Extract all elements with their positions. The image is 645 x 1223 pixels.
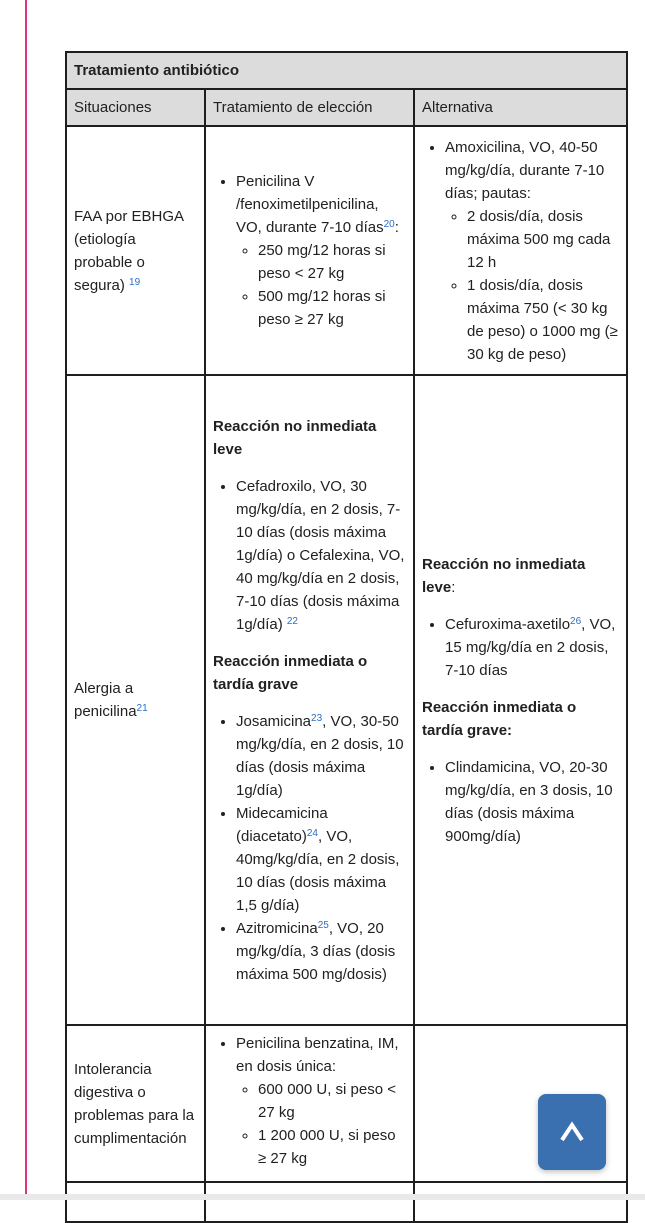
accent-bar	[25, 0, 27, 1200]
table-row	[66, 375, 627, 1025]
list-item: • Midecamicina (diacetato)$^{24}$, VO, 40mg/kg/día, en 2 dosis, 10 días (dosis máxima 1,5 g/día)	[236, 802, 407, 917]
list-item: • Azitromicina$^{25}$, VO, 20 mg/kg/día, 3 días (dosis máxima 500 mg/dosis)	[236, 917, 407, 986]
reference-link[interactable]: 20	[383, 219, 395, 230]
reference-link[interactable]: 19	[129, 276, 141, 288]
reference-link[interactable]: 23	[311, 712, 323, 724]
treatment-list	[213, 170, 407, 331]
antibiotic-treatment-table	[65, 51, 628, 1223]
subheading-mild-reaction: Reacción no inmediata leve	[213, 417, 377, 458]
list-item: • Amoxicilina, VO, 40-50 mg/kg/día, durante 7-10 días; pautas: ◦ 2 dosis/día, dosis máxima 500 mg cada 12 h ◦ 1 dosis/día, dosis máxima 750 (< 30 kg de peso) o 1000 mg (≥ 30 kg de peso)	[445, 136, 620, 366]
list-item: • Josamicina$^{23}$, VO, 30-50 mg/kg/día, en 2 dosis, 10 días (dosis máxima 1g/día)	[236, 710, 407, 802]
chevron-up-icon	[559, 1121, 585, 1143]
situation-cell	[66, 126, 205, 375]
first-line-cell	[205, 1182, 414, 1222]
reference-link[interactable]: 22	[286, 615, 298, 627]
list-item: • Penicilina V /fenoximetilpenicilina, VO, durante 7-10 días$^{20}$: ◦ 250 mg/12 horas si peso < 27 kg ◦ 500 mg/12 horas si peso ≥ 27 kg	[236, 170, 407, 331]
table-header-row	[66, 89, 627, 126]
treatment-list	[422, 756, 620, 848]
first-line-cell	[205, 1025, 414, 1182]
alternative-cell	[414, 375, 627, 1025]
list-item: • Cefuroxima-axetilo$^{26}$, VO, 15 mg/kg/día en 2 dosis, 7-10 días	[445, 613, 620, 682]
reference-link[interactable]: 26	[570, 615, 582, 627]
treatment-list	[422, 613, 620, 682]
header-first-line: Tratamiento de elección	[205, 89, 414, 126]
subheading-mild-reaction: Reacción no inmediata leve:	[422, 555, 586, 596]
list-item: • Cefadroxilo, VO, 30 mg/kg/día, en 2 dosis, 7-10 días (dosis máxima 1g/día) o Cefalexina, VO, 40 mg/kg/día en 2 dosis, 7-10 días (dosis máxima 1g/día) $^{22}$	[236, 475, 407, 636]
list-item: • Clindamicina, VO, 20-30 mg/kg/día, en 3 dosis, 10 días (dosis máxima 900mg/día)	[445, 756, 620, 848]
treatment-list	[213, 1032, 407, 1170]
scroll-to-top-button[interactable]	[538, 1094, 606, 1170]
dosage-sublist	[236, 239, 407, 331]
table-title: Tratamiento antibiótico	[66, 52, 627, 89]
situation-cell	[66, 375, 205, 1025]
reference-link[interactable]: 21	[136, 703, 148, 714]
list-item: • Penicilina benzatina, IM, en dosis única: ◦ 600 000 U, si peso < 27 kg ◦ 1 200 000 U, si peso ≥ 27 kg	[236, 1032, 407, 1170]
situation-cell	[66, 1182, 205, 1222]
dosage-sublist	[445, 205, 620, 366]
header-alternative: Alternativa	[414, 89, 627, 126]
list-item: ◦ 500 mg/12 horas si peso ≥ 27 kg	[258, 285, 407, 331]
alternative-cell	[414, 126, 627, 375]
reference-link[interactable]: 25	[317, 919, 329, 931]
treatment-list	[422, 136, 620, 366]
table-row	[66, 1182, 627, 1222]
situation-cell: Intolerancia digestiva o problemas para la cumplimentación	[66, 1025, 205, 1182]
list-item: ◦ 600 000 U, si peso < 27 kg	[258, 1078, 407, 1124]
treatment-list	[213, 475, 407, 636]
first-line-cell	[205, 375, 414, 1025]
list-item: ◦ 250 mg/12 horas si peso < 27 kg	[258, 239, 407, 285]
table-row	[66, 126, 627, 375]
list-item: ◦ 1 dosis/día, dosis máxima 750 (< 30 kg de peso) o 1000 mg (≥ 30 kg de peso)	[467, 274, 620, 366]
situation-text: Alergia a penicilina	[74, 680, 137, 720]
table-title-row	[66, 52, 627, 89]
header-situations: Situaciones	[66, 89, 205, 126]
bottom-strip	[0, 1194, 645, 1200]
list-item: ◦ 1 200 000 U, si peso ≥ 27 kg	[258, 1124, 407, 1170]
reference-link[interactable]: 24	[306, 827, 318, 839]
list-item: ◦ 2 dosis/día, dosis máxima 500 mg cada 12 h	[467, 205, 620, 274]
subheading-severe-reaction: Reacción inmediata o tardía grave	[213, 652, 368, 693]
dosage-sublist	[236, 1078, 407, 1170]
treatment-list	[213, 710, 407, 986]
alternative-cell	[414, 1182, 627, 1222]
situation-text: FAA por EBHGA (etiología probable o segura)	[74, 207, 184, 294]
subheading-severe-reaction: Reacción inmediata o tardía grave:	[422, 698, 577, 739]
first-line-cell	[205, 126, 414, 375]
